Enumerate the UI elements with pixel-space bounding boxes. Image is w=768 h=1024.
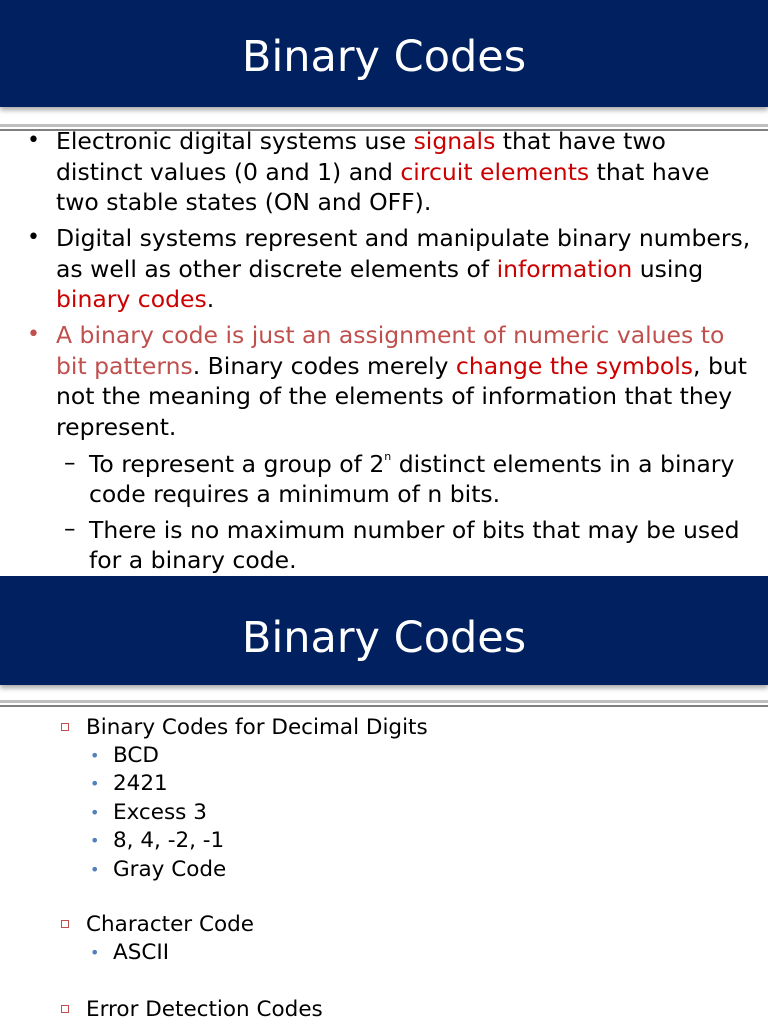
- bullet-text: Digital systems represent and manipulate binary numbers, as well as other discrete elements of information using binary codes.: [56, 224, 751, 313]
- dot-icon: •: [90, 803, 100, 822]
- list-item: 8, 4, -2, -1: [113, 828, 225, 853]
- dash-bullet-icon: –: [64, 450, 76, 476]
- slide-title: Binary Codes: [241, 32, 527, 82]
- list-item: ASCII: [113, 940, 170, 965]
- dash-bullet-icon: –: [64, 516, 76, 542]
- dot-icon: •: [90, 860, 100, 879]
- bullet-dot-icon: •: [27, 128, 40, 153]
- list-heading: Character Code: [86, 912, 255, 937]
- slide-2: [0, 576, 768, 1024]
- bullet-dot-icon: •: [27, 322, 40, 347]
- bullet-text: A binary code is just an assignment of numeric values to bit patterns. Binary codes merely change the symbols, but not the meaning of the elements of information that they represent.: [56, 321, 747, 441]
- square-outline-icon: [61, 723, 69, 731]
- list-heading: Binary Codes for Decimal Digits: [86, 715, 428, 740]
- divider-line: [0, 705, 768, 707]
- dot-icon: •: [90, 943, 100, 962]
- slide-title: Binary Codes: [241, 613, 527, 663]
- bullet-dot-icon: •: [27, 225, 40, 250]
- sub-bullet-text: There is no maximum number of bits that may be used for a binary code.: [89, 516, 740, 574]
- sub-bullet-text: To represent a group of 2$^n$ distinct elements in a binary code requires a minimum of n bits.: [89, 450, 735, 508]
- square-outline-icon: [61, 920, 69, 928]
- list-item: BCD: [113, 743, 159, 768]
- dot-icon: •: [90, 774, 100, 793]
- dot-icon: •: [90, 746, 100, 765]
- list-item: Gray Code: [113, 857, 227, 882]
- title-banner: [0, 576, 768, 685]
- dot-icon: •: [90, 831, 100, 850]
- bullet-text: Electronic digital systems use signals that have two distinct values (0 and 1) and circuit elements that have two stable states (ON and OFF).: [56, 127, 710, 216]
- list-item: 2421: [113, 771, 168, 796]
- list-item: Excess 3: [113, 800, 207, 825]
- list-heading: Error Detection Codes: [86, 997, 323, 1022]
- title-banner: [0, 0, 768, 107]
- square-outline-icon: [61, 1005, 69, 1013]
- divider-line: [0, 700, 768, 703]
